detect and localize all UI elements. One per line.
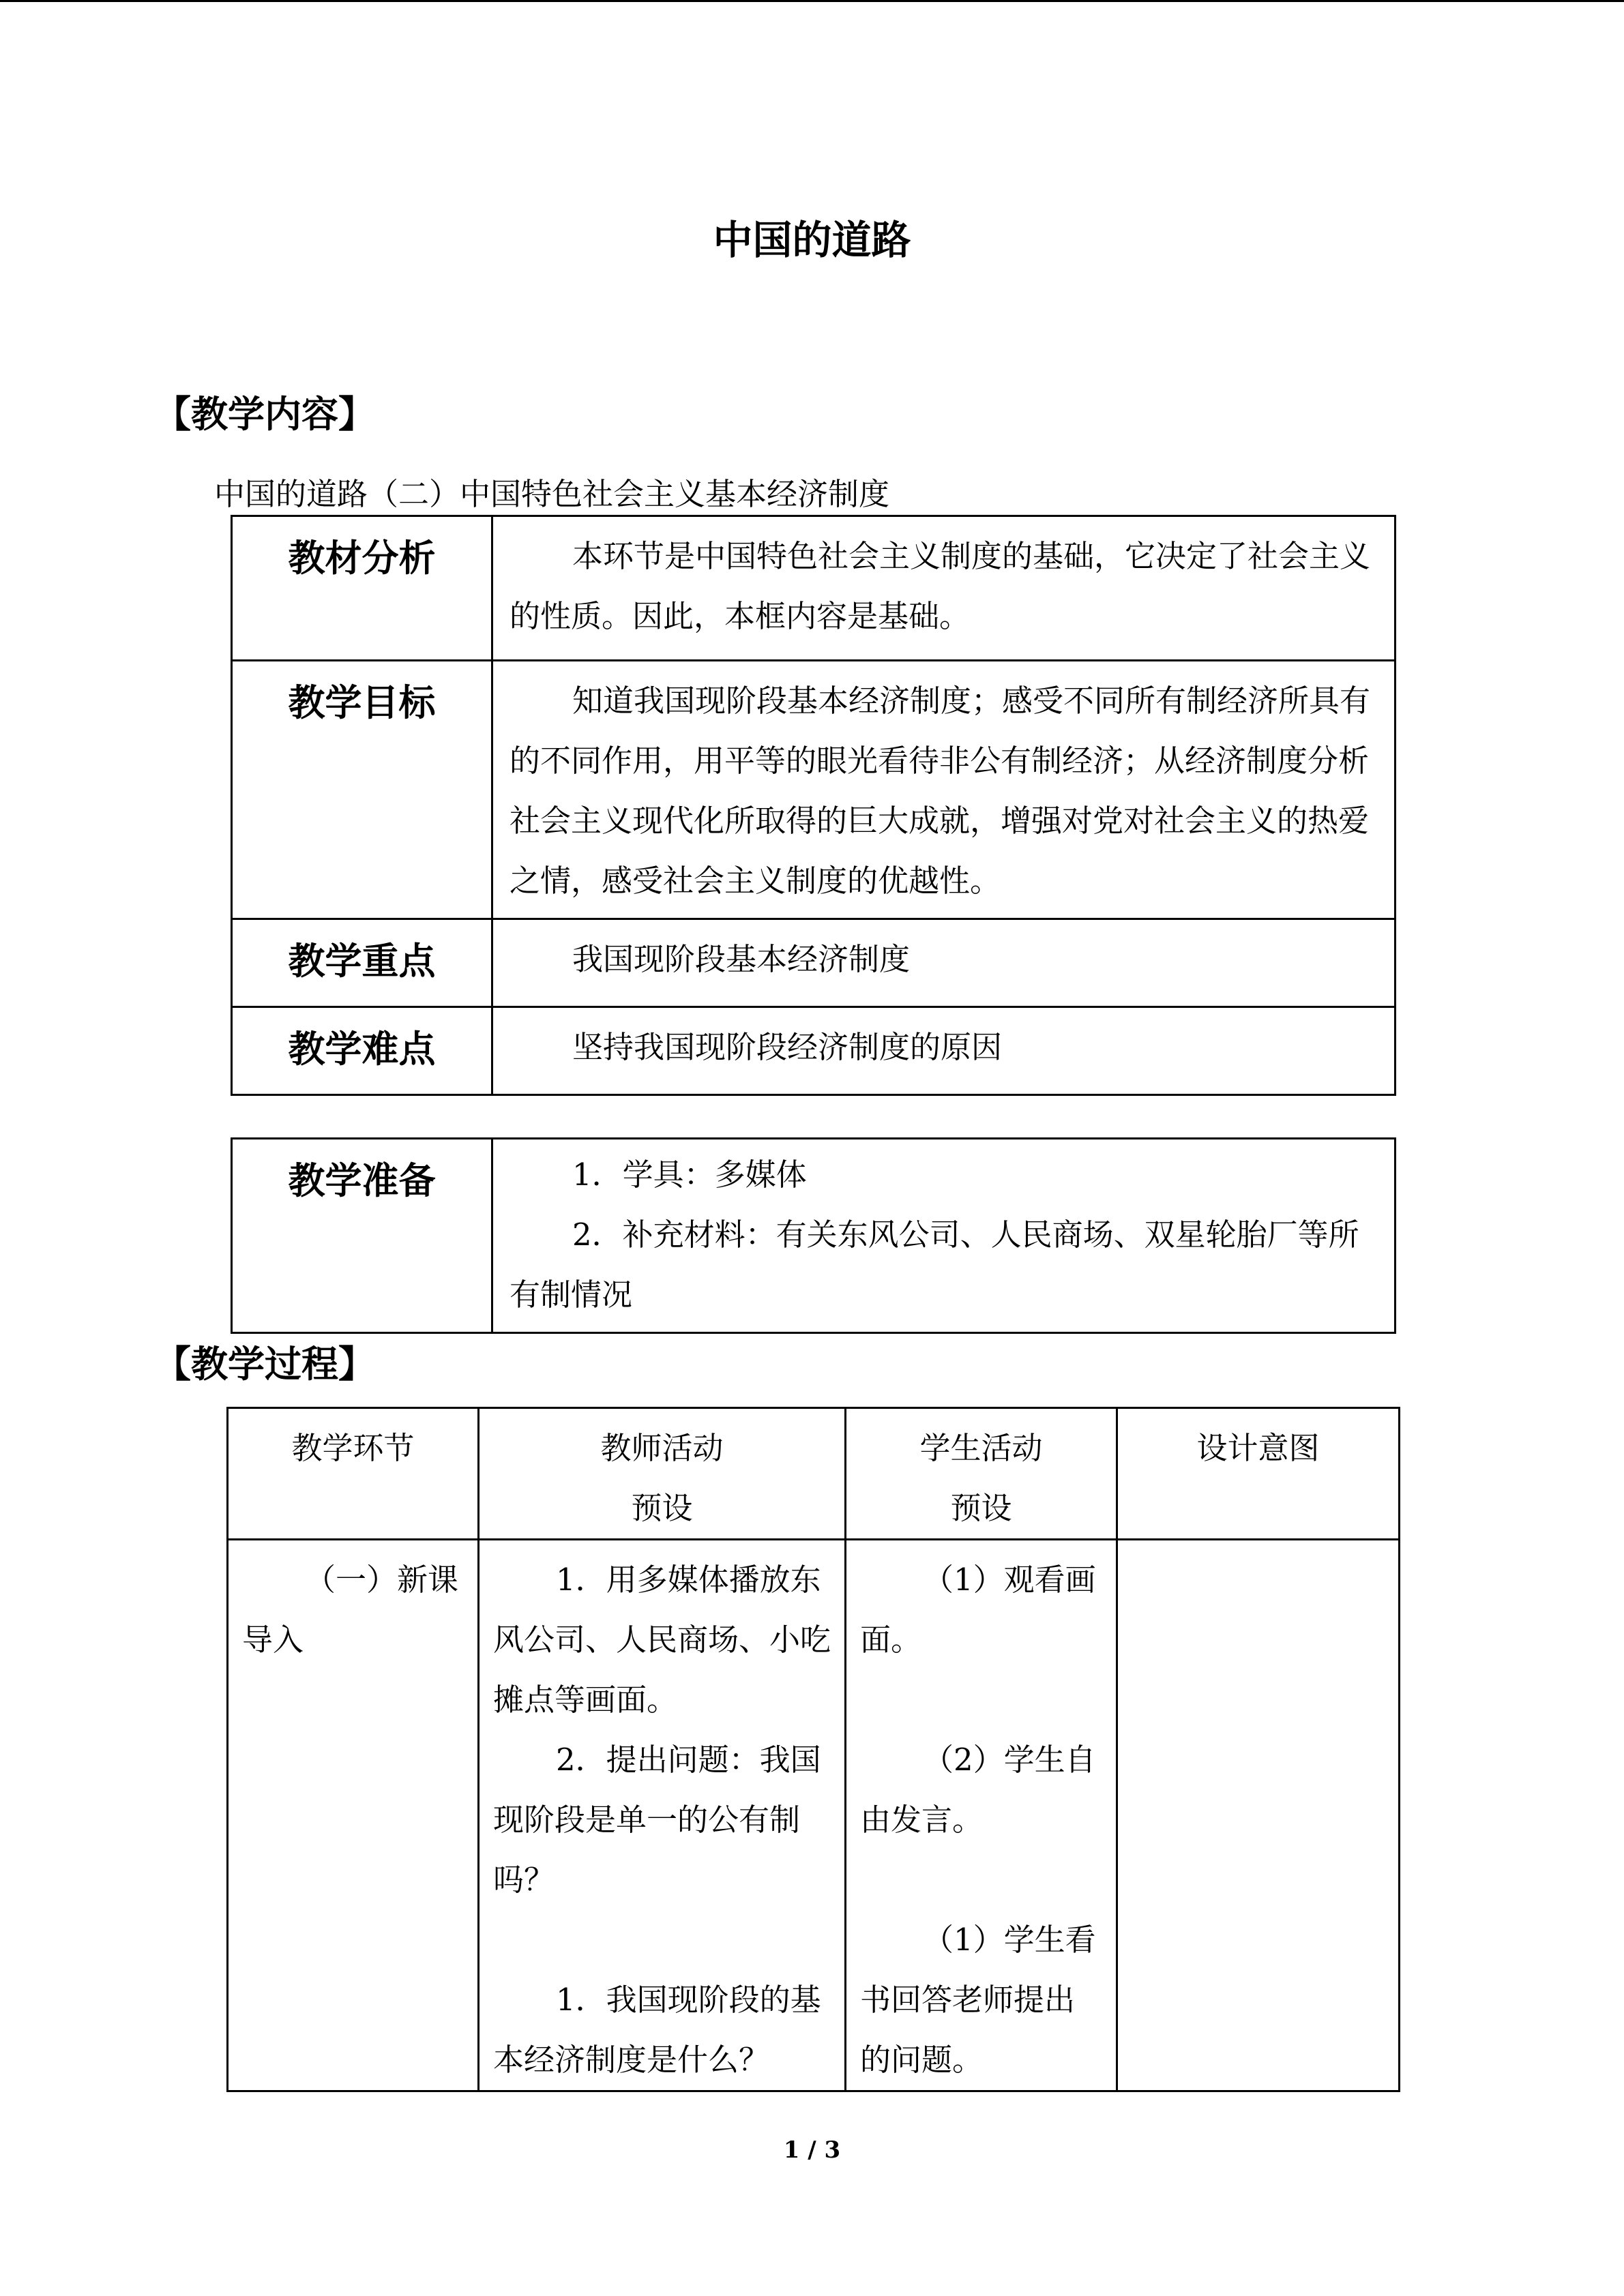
header-stage: 教学环节 <box>228 1408 479 1540</box>
top-border-line <box>0 0 1624 2</box>
teacher-step-2: 2．提出问题：我国现阶段是单一的公有制吗？ <box>493 1742 821 1898</box>
student-step-2: （2）学生自由发言。 <box>860 1742 1096 1838</box>
header-teacher <box>479 1408 846 1540</box>
prep-line-2: 2．补充材料：有关东风公司、人民商场、双星轮胎厂等所有制情况 <box>510 1217 1359 1313</box>
lesson-subtitle: 中国的道路（二）中国特色社会主义基本经济制度 <box>214 476 890 512</box>
info-row-analysis <box>232 516 1396 661</box>
student-step-3: （1）学生看书回答老师提出的问题。 <box>860 1922 1096 2078</box>
prep-line-1: 1．学具：多媒体 <box>572 1157 807 1193</box>
info-row-difficulties <box>232 1007 1396 1095</box>
header-student-line2: 预设 <box>950 1490 1012 1526</box>
student-activity-cell <box>846 1540 1117 2091</box>
teacher-step-3: 1．我国现阶段的基本经济制度是什么？ <box>493 1982 821 2078</box>
design-intent-cell <box>1117 1540 1400 2091</box>
header-intent: 设计意图 <box>1117 1408 1400 1540</box>
teacher-step-1: 1．用多媒体播放东风公司、人民商场、小吃摊点等画面。 <box>493 1562 831 1718</box>
header-student-line1: 学生活动 <box>919 1430 1043 1466</box>
stage-cell: （一）新课导入 <box>228 1540 479 2091</box>
header-teacher-line1: 教师活动 <box>600 1430 724 1466</box>
header-teacher-line2: 预设 <box>631 1490 693 1526</box>
info-text: 知道我国现阶段基本经济制度；感受不同所有制经济所具有的不同作用，用平等的眼光看待非公有制经济；从经济制度分析社会主义现代化所取得的巨大成就，增强对党对社会主义的热爱之情，感受社会主义制度的优越性。 <box>492 661 1396 919</box>
prep-content <box>492 1139 1396 1333</box>
preparation-table <box>231 1137 1396 1334</box>
page-number: 1 / 3 <box>783 2136 841 2164</box>
section-heading-process: 【教学过程】 <box>154 1342 375 1386</box>
info-text: 本环节是中国特色社会主义制度的基础，它决定了社会主义的性质。因此，本框内容是基础。 <box>492 516 1396 661</box>
lesson-info-table <box>231 515 1396 1096</box>
header-student <box>846 1408 1117 1540</box>
process-row-intro <box>228 1540 1400 2091</box>
info-row-objectives <box>232 661 1396 919</box>
student-step-1: （1）观看画面。 <box>860 1562 1096 1658</box>
process-table <box>226 1407 1400 2092</box>
teacher-activity-cell <box>479 1540 846 2091</box>
page-title: 中国的道路 <box>713 217 911 263</box>
info-text: 坚持我国现阶段经济制度的原因 <box>492 1007 1396 1095</box>
prep-label: 教学准备 <box>232 1139 492 1333</box>
info-label: 教材分析 <box>232 516 492 661</box>
info-row-keypoints <box>232 919 1396 1007</box>
process-header-row <box>228 1408 1400 1540</box>
info-label: 教学目标 <box>232 661 492 919</box>
info-text: 我国现阶段基本经济制度 <box>492 919 1396 1007</box>
section-heading-content: 【教学内容】 <box>154 392 375 436</box>
info-label: 教学重点 <box>232 919 492 1007</box>
prep-row <box>232 1139 1396 1333</box>
info-label: 教学难点 <box>232 1007 492 1095</box>
